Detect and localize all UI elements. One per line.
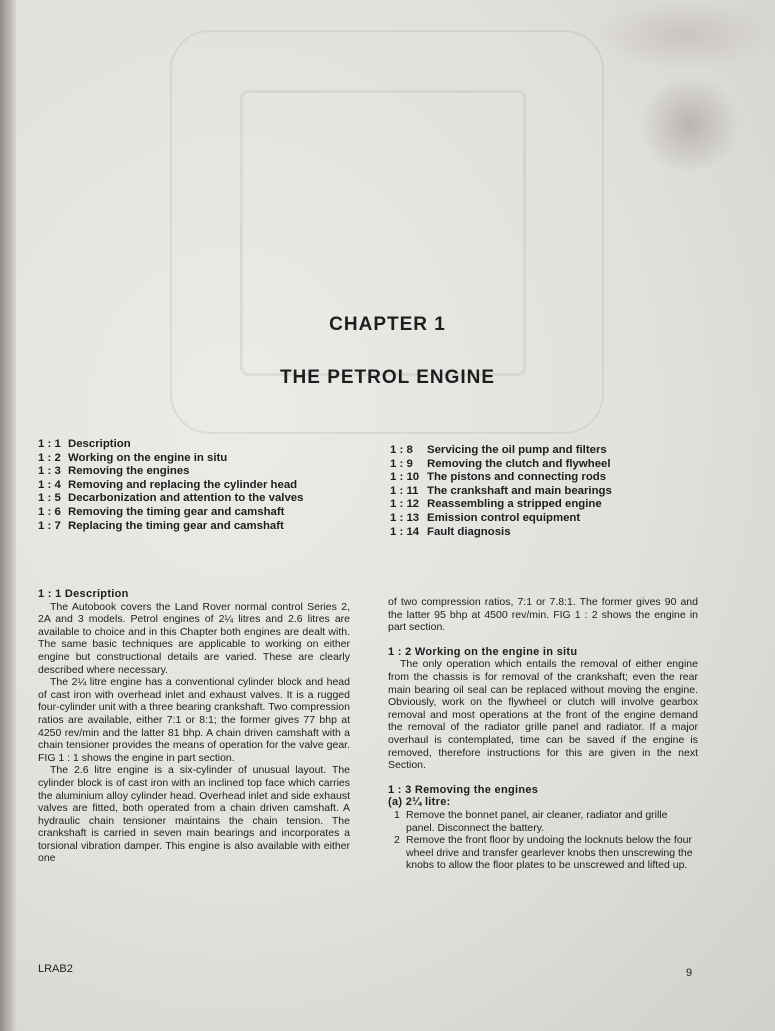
body-paragraph: The 2.6 litre engine is a six-cylinder of unusual layout. The cylinder block is of cast iron with an inclined top face which carries the aluminium alloy cylinder head. Overhead inlet and side exhaust valves are fitted, both operated from a chain driven camshaft. A hydraulic chain tensioner maintains the chain tension. The crankshaft is carried in seven main bearings and incorporates a torsional vibration damper. This engine is also available with either one — [38, 764, 350, 865]
contents-item: 1 : 7 Replacing the timing gear and camshaft — [38, 519, 284, 532]
water-stain — [595, 0, 775, 70]
book-code: LRAB2 — [38, 963, 73, 975]
body-paragraph: The 2¼ litre engine has a conventional cylinder block and head of cast iron with overhead inlet and exhaust valves. It is a rugged four-cylinder unit with a three bearing crankshaft. Two compression ratios are available, either 7:1 or 8:1; the former gives 77 bhp at 4250 rev/min and the latter 81 bhp. A chain driven camshaft with a chain tensioner provides the means of operation for the valve gear. FIG 1 : 1 shows the engine in part section. — [38, 676, 350, 764]
contents-item: 1 : 1 Description — [38, 438, 131, 450]
contents-item: 1 : 3 Removing the engines — [38, 465, 190, 478]
section-heading: 1 : 2 Working on the engine in situ — [388, 645, 578, 658]
text-column-right — [388, 596, 698, 872]
contents-item: 1 : 13 Emission control equipment — [390, 511, 581, 524]
steps-list — [388, 809, 698, 872]
section-heading: 1 : 1 Description — [38, 588, 129, 600]
body-paragraph: The only operation which entails the removal of either engine from the chassis is for removal of the crankshaft; even the rear main bearing oil seal can be replaced without moving the engine. Obviously, work on the flywheel or clutch will involve gearbox removal and most operations at the front of the engine demand the removal of the radiator grille panel and radiator. If a major overhaul is contemplated, time can be saved if the engine is removed, therefore instructions for this are given in the next Section. — [388, 658, 698, 772]
contents-item: 1 : 2 Working on the engine in situ — [38, 451, 228, 464]
body-paragraph: The Autobook covers the Land Rover normal control Series 2, 2A and 3 models. Petrol engines of 2¼ litres and 2.6 litres are available to choice and in this Chapter both engines are dealt with. The same basic techniques are applicable to working on either engine but constructional details are varied. These are clearly described where necessary. — [38, 600, 350, 676]
contents-item: 1 : 4 Removing and replacing the cylinder head — [38, 478, 298, 491]
chapter-title: THE PETROL ENGINE — [279, 367, 496, 388]
body-paragraph: of two compression ratios, 7:1 or 7.8:1. The former gives 90 and the latter 95 bhp at 4500 rev/min. FIG 1 : 2 shows the engine in part section. — [388, 596, 698, 634]
contents-list-left — [38, 438, 378, 533]
contents-item: 1 : 11 The crankshaft and main bearings — [390, 484, 612, 497]
list-item: 1 Remove the bonnet panel, air cleaner, radiator and grille panel. Disconnect the battery. — [394, 808, 668, 834]
contents-item: 1 : 8 Servicing the oil pump and filters — [390, 444, 607, 456]
subsection-heading: (a) 2¼ litre: — [388, 796, 451, 809]
list-item: 2 Remove the front floor by undoing the locknuts below the four wheel drive and transfer gearlever knobs then unscrewing the knobs to allow the floor plates to be unscrewed and lifted up. — [394, 834, 693, 872]
contents-item: 1 : 6 Removing the timing gear and camshaft — [38, 505, 285, 518]
contents-item: 1 : 10 The pistons and connecting rods — [390, 471, 607, 484]
page-binding-shadow — [0, 0, 16, 1031]
water-stain — [635, 80, 745, 170]
text-column-left — [38, 588, 350, 865]
contents-item: 1 : 14 Fault diagnosis — [390, 525, 511, 538]
contents-item: 1 : 5 Decarbonization and attention to the valves — [38, 492, 304, 505]
contents-item: 1 : 9 Removing the clutch and flywheel — [390, 457, 611, 470]
section-heading: 1 : 3 Removing the engines — [388, 783, 539, 796]
contents-item: 1 : 12 Reassembling a stripped engine — [390, 498, 602, 511]
page-number: 9 — [686, 967, 693, 979]
chapter-number: CHAPTER 1 — [329, 314, 446, 335]
contents-list-right — [390, 444, 750, 539]
